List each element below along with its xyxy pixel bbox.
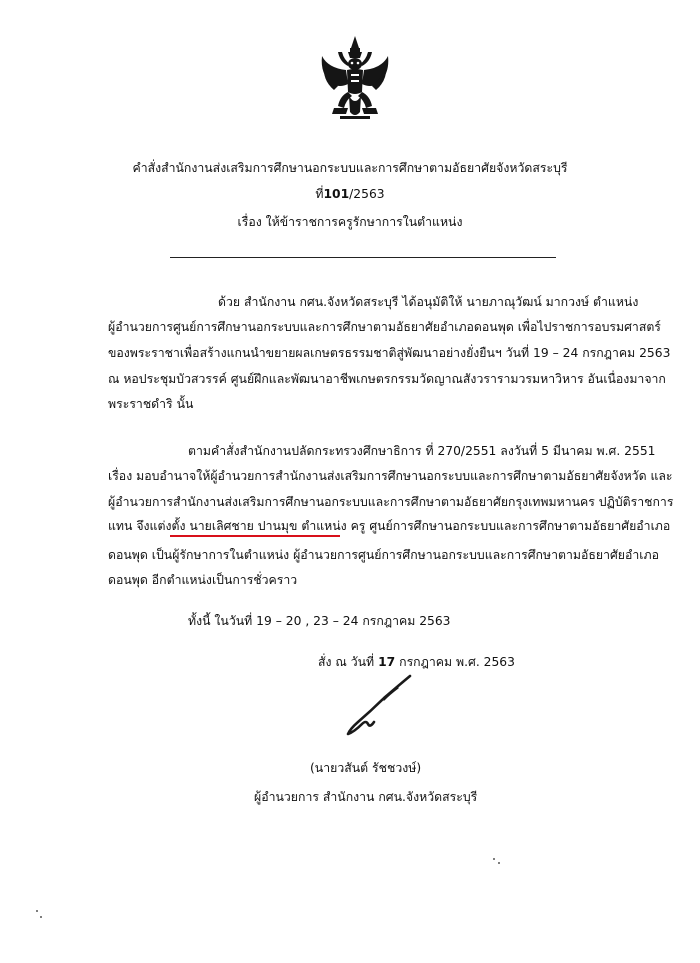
- para1-line1: ด้วย สำนักงาน กศน.จังหวัดสระบุรี ได้อนุมัติให้ นายภาณุวัฒน์ มากวงษ์ ตำแหน่ง: [218, 295, 639, 309]
- para2-line4: แทน จึงแต่งตั้ง นายเลิศชาย ปานมุข ตำแหน่ง ครู ศูนย์การศึกษานอกระบบและการศึกษาตามอัธยาศัยอำเภอ: [108, 519, 671, 533]
- signer-name: (นายวสันต์ รัชชวงษ์): [310, 761, 422, 775]
- scan-speck: [40, 916, 42, 918]
- para2-line2: เรื่อง มอบอำนาจให้ผู้อำนวยการสำนักงานส่งเสริมการศึกษานอกระบบและการศึกษาตามอัธยาศัยจังหวัด และ: [108, 469, 673, 483]
- garuda-emblem-icon: [318, 34, 392, 122]
- para2-line5: ดอนพุด เป็นผู้รักษาการในตำแหน่ง ผู้อำนวยการศูนย์การศึกษานอกระบบและการศึกษาตามอัธยาศัยอำเภอ: [108, 548, 659, 562]
- order-number-suffix: /2563: [349, 187, 385, 201]
- ordered-date: [318, 654, 515, 670]
- order-title: คำสั่งสำนักงานส่งเสริมการศึกษานอกระบบและการศึกษาตามอัธยาศัยจังหวัดสระบุรี: [132, 161, 568, 175]
- ordered-prefix: สั่ง ณ วันที่: [318, 655, 375, 669]
- para2-line1: ตามคำสั่งสำนักงานปลัดกระทรวงศึกษาธิการ ที่ 270/2551 ลงวันที่ 5 มีนาคม พ.ศ. 2551: [188, 444, 656, 458]
- effective-dates: ทั้งนี้ ในวันที่ 19 – 20 , 23 – 24 กรกฎาคม 2563: [188, 614, 451, 628]
- ordered-day-handwritten: 17: [378, 655, 396, 669]
- para1-line4: ณ หอประชุมบัวสวรรค์ ศูนย์ฝึกและพัฒนาอาชีพเกษตรกรรมวัดญาณสังวรารามวรมหาวิหาร อันเนื่องมาจาก: [108, 372, 666, 386]
- ordered-suffix: กรกฎาคม พ.ศ. 2563: [399, 655, 515, 669]
- highlight-underline: [170, 535, 340, 537]
- para1-line2: ผู้อำนวยการศูนย์การศึกษานอกระบบและการศึกษาตามอัธยาศัยอำเภอดอนพุด เพื่อไปราชการอบรมศาสตร์: [108, 320, 661, 334]
- handwritten-signature-icon: [340, 672, 420, 742]
- para2-line3: ผู้อำนวยการสำนักงานส่งเสริมการศึกษานอกระบบและการศึกษาตามอัธยาศัยกรุงเทพมหานคร ปฏิบัติราชการ: [108, 495, 674, 509]
- scan-speck: [493, 858, 495, 860]
- signer-position: ผู้อำนวยการ สำนักงาน กศน.จังหวัดสระบุรี: [254, 790, 478, 804]
- header-divider: [170, 257, 556, 258]
- para1-line5: พระราชดำริ นั้น: [108, 397, 194, 411]
- para1-line3: ของพระราชาเพื่อสร้างแกนนำขยายผลเกษตรธรรมชาติสู่พัฒนาอย่างยั่งยืนฯ วันที่ 19 – 24 กรกฎาคม 2563: [108, 346, 671, 360]
- order-subject: เรื่อง ให้ข้าราชการครูรักษาการในตำแหน่ง: [237, 215, 463, 229]
- scan-speck: [36, 910, 38, 912]
- order-number: [0, 186, 700, 202]
- order-number-prefix: ที่: [315, 187, 324, 201]
- order-number-handwritten: 101: [323, 187, 350, 201]
- para2-line6: ดอนพุด อีกตำแหน่งเป็นการชั่วคราว: [108, 573, 298, 587]
- scan-speck: [498, 862, 500, 864]
